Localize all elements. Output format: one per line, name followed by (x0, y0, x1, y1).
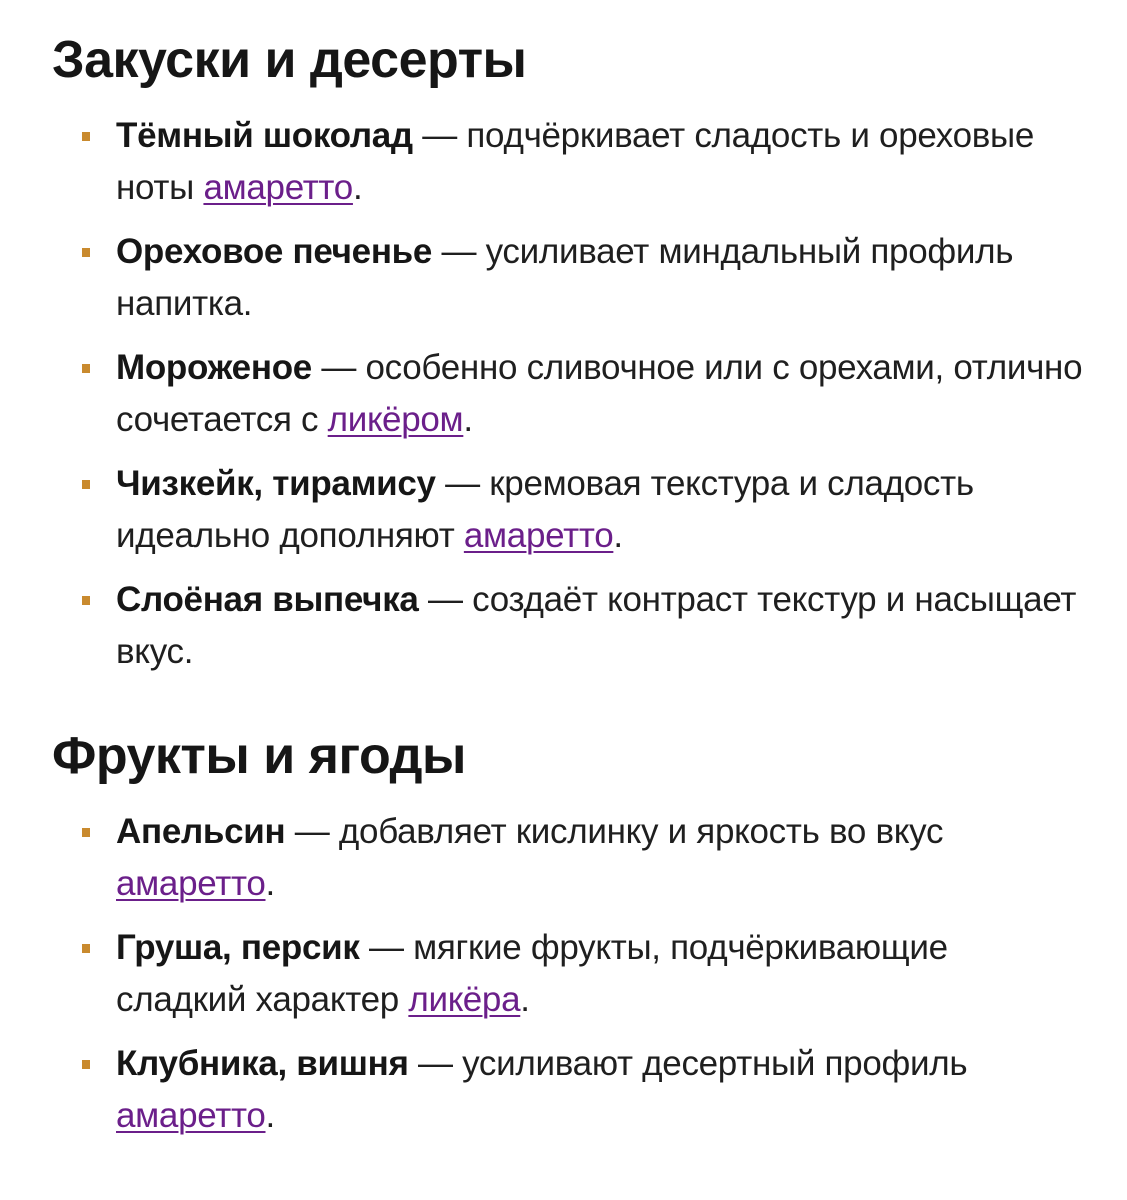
item-term: Слоёная выпечка (116, 580, 419, 619)
section-heading-fruits: Фрукты и ягоды (52, 727, 466, 785)
item-text: — создаёт контраст текстур и насыщает вкус. (116, 580, 1077, 671)
amaretto-link[interactable]: амаретто (116, 1096, 266, 1135)
fruits-list (52, 806, 1087, 1142)
item-term: Мороженое (116, 348, 312, 387)
item-text: — мягкие фрукты, подчёркивающие сладкий характер (116, 928, 948, 1019)
item-end: . (613, 516, 623, 555)
section-heading-snacks: Закуски и десерты (52, 31, 527, 89)
list-item (52, 922, 1087, 1026)
item-text: — усиливают десертный профиль (408, 1044, 968, 1083)
item-term: Чизкейк, тирамису (116, 464, 436, 503)
list-item (52, 342, 1087, 446)
item-term: Тёмный шоколад (116, 116, 413, 155)
list-item (52, 226, 1087, 330)
list-item (52, 806, 1087, 910)
item-term: Ореховое печенье (116, 232, 433, 271)
list-item (52, 110, 1087, 214)
item-text: — особенно сливочное или с орехами, отлично сочетается с (116, 348, 1083, 439)
item-term: Груша, персик (116, 928, 360, 967)
bullet-icon (82, 132, 90, 141)
item-text: — подчёркивает сладость и ореховые ноты (116, 116, 1035, 207)
item-term: Клубника, вишня (116, 1044, 409, 1083)
amaretto-link[interactable]: амаретто (203, 168, 353, 207)
bullet-icon (82, 944, 90, 953)
item-term: Апельсин (116, 812, 286, 851)
snacks-list (52, 110, 1087, 678)
bullet-icon (82, 364, 90, 373)
item-text: — добавляет кислинку и яркость во вкус (285, 812, 944, 851)
bullet-icon (82, 1060, 90, 1069)
item-end: . (352, 168, 363, 207)
item-end: . (520, 980, 530, 1019)
bullet-icon (82, 248, 90, 257)
amaretto-link[interactable]: амаретто (463, 516, 614, 555)
list-item (52, 1038, 1087, 1142)
bullet-icon (82, 828, 90, 837)
liqueur-link[interactable]: ликёром (327, 400, 464, 439)
list-item (52, 574, 1087, 678)
item-end: . (265, 1096, 275, 1135)
item-end: . (463, 400, 473, 439)
item-text: — кремовая текстура и сладость идеально дополняют (116, 464, 974, 555)
bullet-icon (82, 480, 90, 489)
bullet-icon (82, 596, 90, 605)
liqueur-link[interactable]: ликёра (408, 980, 521, 1019)
item-text: — усиливает миндальный профиль напитка. (116, 232, 1014, 323)
list-item (52, 458, 1087, 562)
amaretto-link[interactable]: амаретто (116, 864, 266, 903)
item-end: . (265, 864, 275, 903)
